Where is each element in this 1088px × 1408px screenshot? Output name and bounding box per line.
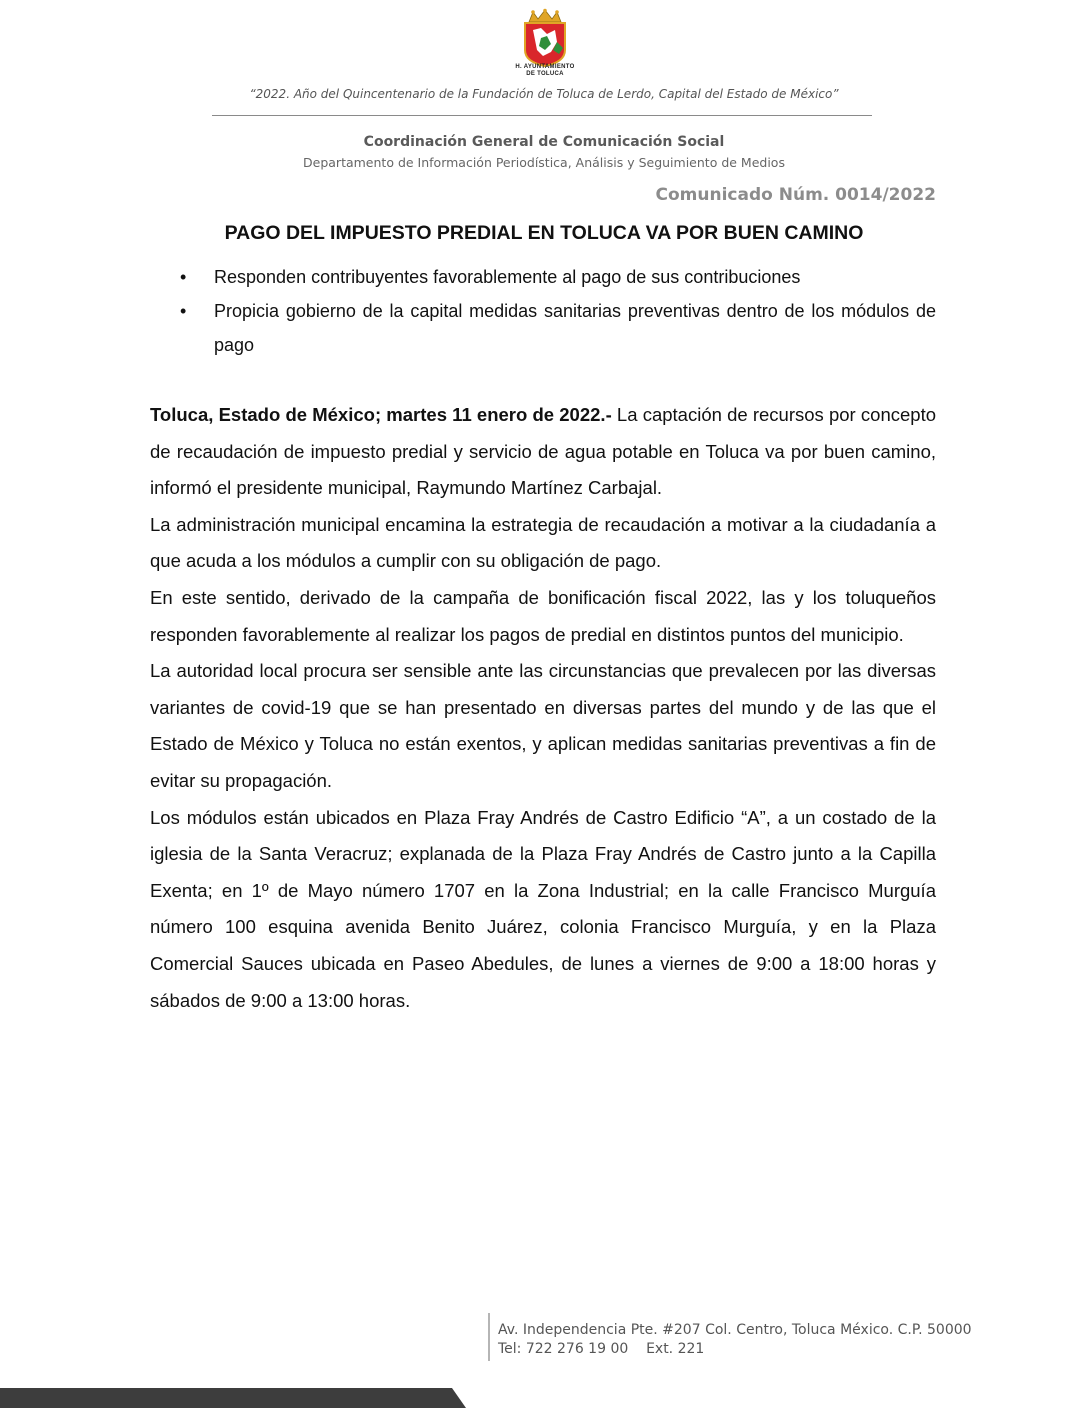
- year-motto: “2022. Año del Quincentenario de la Fundación de Toluca de Lerdo, Capital del Estado de México”: [249, 87, 839, 101]
- paragraph-2: La administración municipal encamina la estrategia de recaudación a motivar a la ciudadanía a que acuda a los módulos a cumplir con su obligación de pago.: [150, 513, 936, 572]
- list-item: [180, 260, 936, 294]
- article-body: [150, 397, 936, 1019]
- bottom-decorative-band: [0, 1388, 466, 1408]
- logo-caption-line2: DE TOLUCA: [526, 71, 564, 77]
- bullet-icon: •: [180, 301, 187, 321]
- footer-phone: Tel: 722 276 19 00 Ext. 221: [498, 1341, 705, 1357]
- bullet-icon: •: [180, 267, 187, 287]
- department-title: Departamento de Información Periodística, Análisis y Seguimiento de Medios: [303, 155, 785, 170]
- logo-caption-line1: H. AYUNTAMIENTO: [515, 64, 575, 70]
- paragraph-1: [150, 397, 936, 507]
- paragraph-4: La autoridad local procura ser sensible ante las circunstancias que prevalecen por las diversas variantes de covid-19 que se han presentado en diversas partes del mundo y de las que el Estado de México y Toluca no están exentos, y aplican medidas sanitarias preventivas a fin de evitar su propagación.: [150, 660, 936, 791]
- page-title: PAGO DEL IMPUESTO PREDIAL EN TOLUCA VA POR BUEN CAMINO: [224, 222, 864, 244]
- communique-number: Comunicado Núm. 0014/2022: [655, 185, 936, 205]
- footer-address: Av. Independencia Pte. #207 Col. Centro, Toluca México. C.P. 50000: [498, 1322, 972, 1338]
- paragraph-1-text: La captación de recursos por concepto de recaudación de impuesto predial y servicio de agua potable en Toluca va por buen camino, informó el presidente municipal, Raymundo Martínez Carbajal.: [150, 404, 936, 499]
- header-divider: [212, 115, 872, 116]
- bullet-text: Responden contribuyentes favorablemente al pago de sus contribuciones: [214, 267, 801, 287]
- bullet-text: Propicia gobierno de la capital medidas sanitarias preventivas dentro de los módulos de pago: [214, 301, 936, 355]
- logo-caption: [494, 64, 596, 78]
- footer-divider: [488, 1313, 490, 1361]
- list-item: [180, 294, 936, 362]
- summary-bullets: [180, 260, 936, 362]
- coordination-title: Coordinación General de Comunicación Social: [363, 134, 725, 150]
- paragraph-5: Los módulos están ubicados en Plaza Fray Andrés de Castro Edificio “A”, a un costado de la iglesia de la Santa Veracruz; explanada de la Plaza Fray Andrés de Castro junto a la Capilla Exenta; en 1º de Mayo número 1707 en la Zona Industrial; en la calle Francisco Murguía número 100 esquina avenida Benito Juárez, colonia Francisco Murguía, y en la Plaza Comercial Sauces ubicada en Paseo Abedules, de lunes a viernes de 9:00 a 18:00 horas y sábados de 9:00 a 13:00 horas.: [150, 806, 936, 1011]
- paragraph-3: En este sentido, derivado de la campaña de bonificación fiscal 2022, las y los toluqueños responden favorablemente al realizar los pagos de predial en distintos puntos del municipio.: [150, 586, 936, 645]
- dateline: Toluca, Estado de México; martes 11 enero de 2022.-: [150, 404, 612, 425]
